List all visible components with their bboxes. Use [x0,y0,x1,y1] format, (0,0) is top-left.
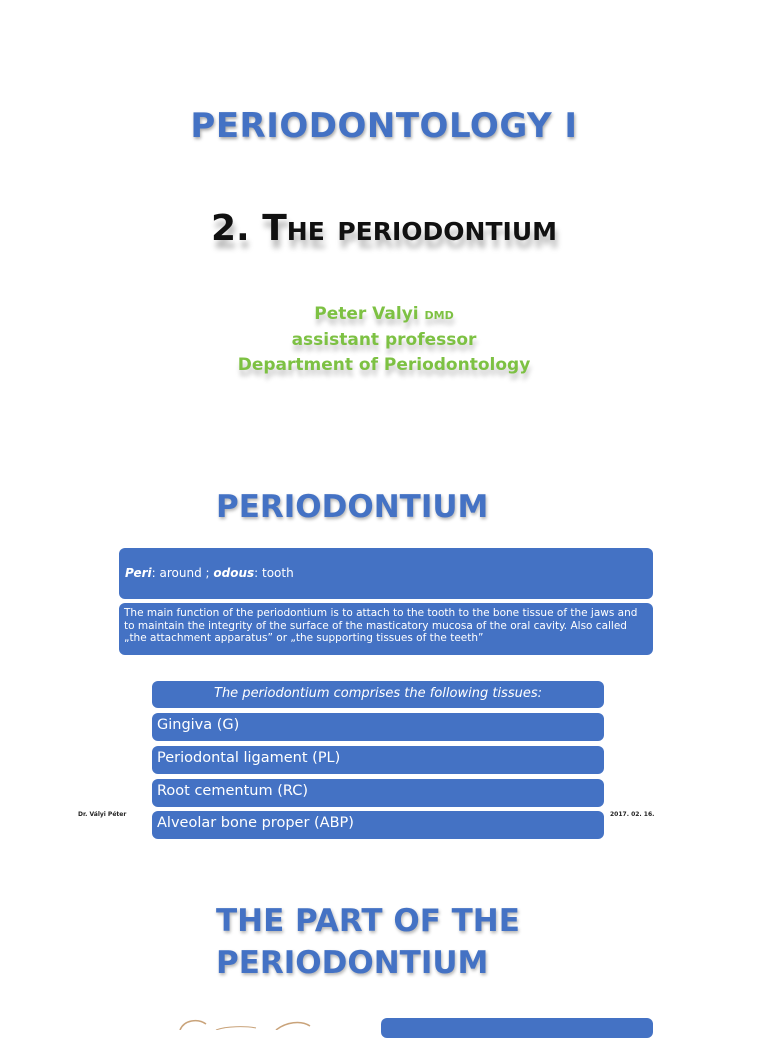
tissue-list-header: The periodontium comprises the following tissues: [152,681,604,708]
part-of-periodontium-slide [0,890,768,1024]
tissue-item-periodontal-ligament: Periodontal ligament (PL) [152,746,604,774]
author-name: Peter Valyi [314,304,419,324]
tissue-item-root-cementum: Root cementum (RC) [152,779,604,807]
author-degree: DMD [424,309,454,322]
term-peri: Peri [125,566,152,580]
odous-meaning: : tooth [254,566,294,580]
section-title: PERIODONTIUM [216,489,489,525]
section-title-line1: THE PART OF THE [216,903,520,939]
course-title: PERIODONTOLOGY I [190,106,578,146]
author-name-line [0,302,768,328]
lecture-subtitle: 2. The periodontium [210,208,557,249]
periodontium-slide [0,470,768,850]
author-block [0,302,768,378]
function-box: The main function of the periodontium is to attach to the tooth to the bone tissue of the jaws and to maintain the integrity of the surface of the masticatory mucosa of the oral cavity. Also called „the attachment apparatus” or „the supporting tissues of the teeth” [119,603,653,655]
term-odous: odous [213,566,255,580]
peri-meaning: : around ; [151,566,214,580]
section-title-part [216,900,520,984]
tooth-sketch-image [176,1016,316,1030]
author-role: assistant professor [291,330,477,350]
section-title-line2: PERIODONTIUM [216,945,489,981]
footer-date: 2017. 02. 16. [610,811,655,818]
content-box [381,1018,653,1038]
definition-box [119,548,653,599]
title-slide [0,0,768,440]
tissue-item-alveolar-bone: Alveolar bone proper (ABP) [152,811,604,839]
footer-author: Dr. Vályi Péter [78,811,127,818]
author-department: Department of Periodontology [237,355,531,375]
tissue-item-gingiva: Gingiva (G) [152,713,604,741]
